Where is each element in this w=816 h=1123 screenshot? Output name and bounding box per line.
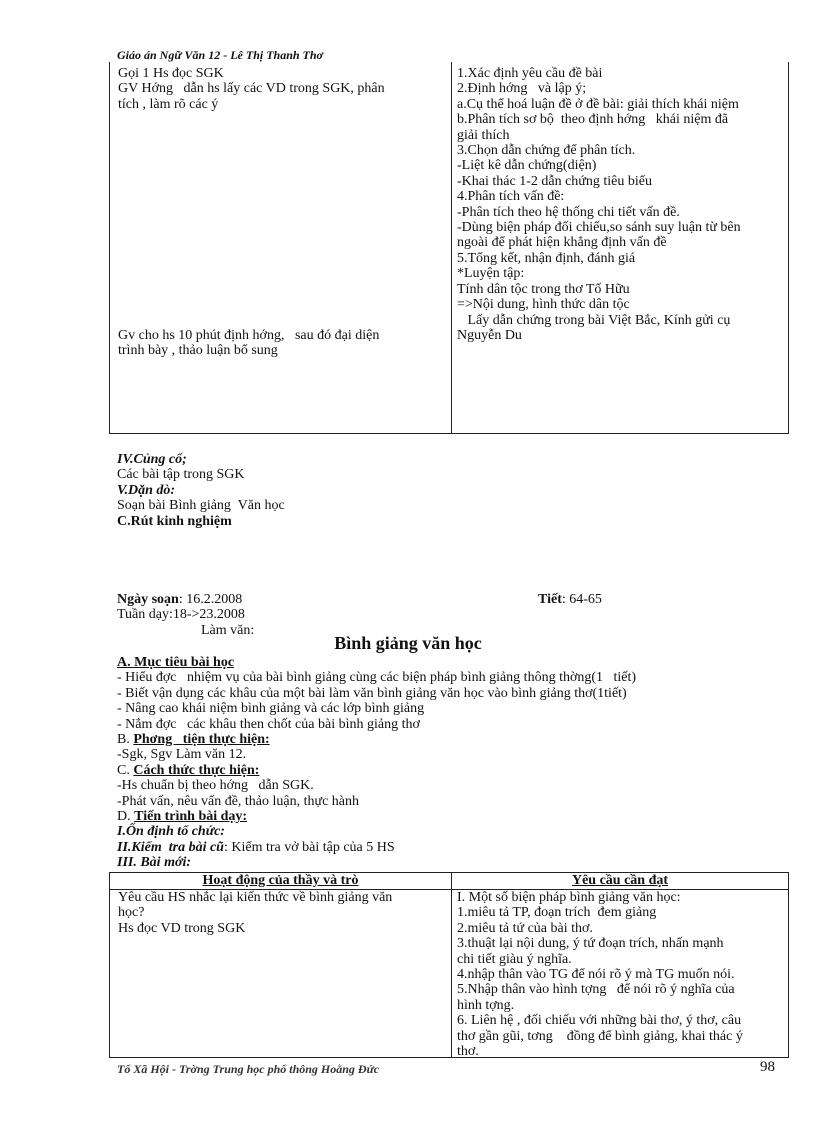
list-item: - Biết vận dụng các khâu của một bài làm văn bình giảng văn học vào bình giảng thơ(1tiết) [117, 685, 627, 701]
section-prefix: D. [117, 809, 135, 825]
text-line: chi tiết giàu ý nghĩa. [457, 951, 572, 967]
left-column [118, 890, 443, 936]
text-line: 2.miêu tả tứ của bài thơ. [457, 920, 593, 936]
list-item: -Sgk, Sgv Làm văn 12. [117, 747, 247, 763]
text-line: -Phân tích theo hệ thống chi tiết vấn đề. [457, 204, 680, 220]
section-text: Các bài tập trong SGK [117, 467, 245, 483]
text-line: trình bày , thảo luận bổ sung [118, 343, 278, 359]
text-line: Gọi 1 Hs đọc SGK [118, 66, 224, 81]
text-line: Hs đọc VD trong SGK [118, 920, 246, 936]
section-heading: A. Mục tiêu bài học [117, 655, 235, 670]
column-header: Hoạt động của thầy và trò [202, 873, 359, 888]
text-line: 5.Nhập thân vào hình tợng để nói rõ ý nghĩa của [457, 982, 735, 998]
activity-table-continued [109, 62, 789, 434]
text-line: ngoài để phát hiện khẳng định vấn đề [457, 235, 667, 251]
right-column [457, 890, 789, 1059]
text-line: Lấy dẫn chứng trong bài Việt Bắc, Kính gửi cụ [457, 312, 731, 328]
text-line: Tính dân tộc trong thơ Tố Hữu [457, 281, 630, 297]
period-value: : 64-65 [561, 592, 602, 607]
text-line: -Khai thác 1-2 dẫn chứng tiêu biểu [457, 173, 652, 189]
text-line: 3.thuật lại nội dung, ý tứ đoạn trích, nhấn mạnh [457, 936, 724, 952]
list-item: -Phát vấn, nêu vấn đề, thảo luận, thực hành [117, 793, 360, 809]
column-divider [451, 62, 452, 433]
lesson-title: Bình giảng văn học [334, 633, 482, 653]
lesson-meta [117, 592, 254, 638]
text-line: Gv cho hs 10 phút định hớng, sau đó đại diện [118, 328, 380, 343]
section-heading: Phơng tiện thực hiện: [133, 732, 270, 748]
text-line: -Dùng biện pháp đối chiếu,so sánh suy luận từ bên [457, 220, 741, 236]
text-line: Nguyễn Du [457, 327, 522, 343]
week-text: Tuần dạy:18->23.2008 [117, 607, 245, 623]
list-item: - Hiểu đợc nhiệm vụ của bài bình giảng cùng các biện pháp bình giảng thông thờng(1 tiết) [117, 670, 637, 686]
text-line: 4.nhập thân vào TG để nói rõ ý mà TG muốn nói. [457, 967, 735, 983]
section-heading: IV.Củng cố; [117, 452, 187, 467]
text-line: hình tợng. [457, 997, 515, 1013]
text-line: 5.Tổng kết, nhận định, đánh giá [457, 250, 636, 266]
period-info [538, 592, 602, 607]
left-column-bottom [118, 328, 443, 359]
text-line: tích , làm rõ các ý [118, 96, 219, 112]
activity-table [109, 872, 789, 1058]
section-heading: Cách thức thực hiện: [133, 762, 260, 778]
text-line: -Liệt kê dẫn chứng(diện) [457, 158, 597, 174]
objectives-and-procedure [117, 655, 797, 871]
text-line: I. Một số biện pháp bình giảng văn học: [457, 890, 681, 905]
page-number: 98 [760, 1059, 775, 1075]
text-line: GV Hớng dẫn hs lấy các VD trong SGK, phân [118, 81, 385, 97]
section-heading: C.Rút kinh nghiệm [117, 513, 232, 529]
text-line: thơ. [457, 1044, 479, 1060]
date-value: : 16.2.2008 [178, 592, 243, 607]
running-footer: Tổ Xã Hội - Trờng Trung học phổ thông Hoằng Đức [117, 1062, 380, 1076]
subsection-heading: III. Bài mới: [117, 855, 192, 871]
text-line: 1.miêu tả TP, đoạn trích đem giảng [457, 905, 657, 921]
text-line: 6. Liên hệ , đối chiếu với những bài thơ, ý thơ, câu [457, 1013, 742, 1029]
text-line: b.Phân tích sơ bộ theo định hớng khái niệm đã [457, 112, 729, 128]
subsection-text: : Kiểm tra vở bài tập của 5 HS [223, 839, 395, 855]
column-divider [451, 873, 452, 1057]
period-label: Tiết [538, 592, 562, 607]
text-line: học? [118, 905, 145, 921]
subsection-heading: I.Ổn định tổ chức: [117, 824, 225, 840]
consolidation-section [117, 452, 285, 529]
subsection-heading: II.Kiểm tra bài cũ [117, 839, 224, 855]
list-item: -Hs chuẩn bị theo hớng dẫn SGK. [117, 778, 314, 794]
text-line: *Luyện tập: [457, 266, 525, 282]
right-column [457, 66, 789, 343]
list-item: - Nắm đợc các khâu then chốt của bài bình giảng thơ [117, 716, 420, 732]
text-line: thơ gần gũi, tơng đồng để bình giảng, khai thác ý [457, 1028, 743, 1044]
running-header: Giáo án Ngữ Văn 12 - Lê Thị Thanh Thơ [117, 48, 323, 62]
section-prefix: C. [117, 762, 134, 778]
text-line: =>Nội dung, hình thức dân tộc [457, 297, 630, 313]
text-line: 1.Xác định yêu cầu đề bài [457, 66, 603, 81]
list-item: - Nâng cao khái niệm bình giảng và các lớp bình giảng [117, 701, 425, 717]
text-line: a.Cụ thể hoá luận đề ở đề bài: giải thích khái niệm [457, 96, 739, 112]
text-line: 3.Chọn dẫn chứng để phân tích. [457, 143, 636, 159]
section-heading: V.Dặn dò: [117, 482, 176, 498]
text-line: Yêu cầu HS nhắc lại kiến thức về bình giảng văn [118, 890, 393, 905]
date-label: Ngày soạn [117, 592, 179, 607]
text-line: 2.Định hớng và lập ý; [457, 81, 587, 97]
section-heading: Tiến trình bài dạy: [134, 809, 248, 825]
section-prefix: B. [117, 732, 134, 748]
text-line: giải thích [457, 127, 510, 143]
subject-label: Làm văn: [201, 622, 255, 638]
text-line: 4.Phân tích vấn đề: [457, 189, 565, 205]
column-header: Yêu cầu cần đạt [571, 873, 669, 888]
left-column-top [118, 66, 443, 112]
section-text: Soạn bài Bình giảng Văn học [117, 498, 285, 514]
